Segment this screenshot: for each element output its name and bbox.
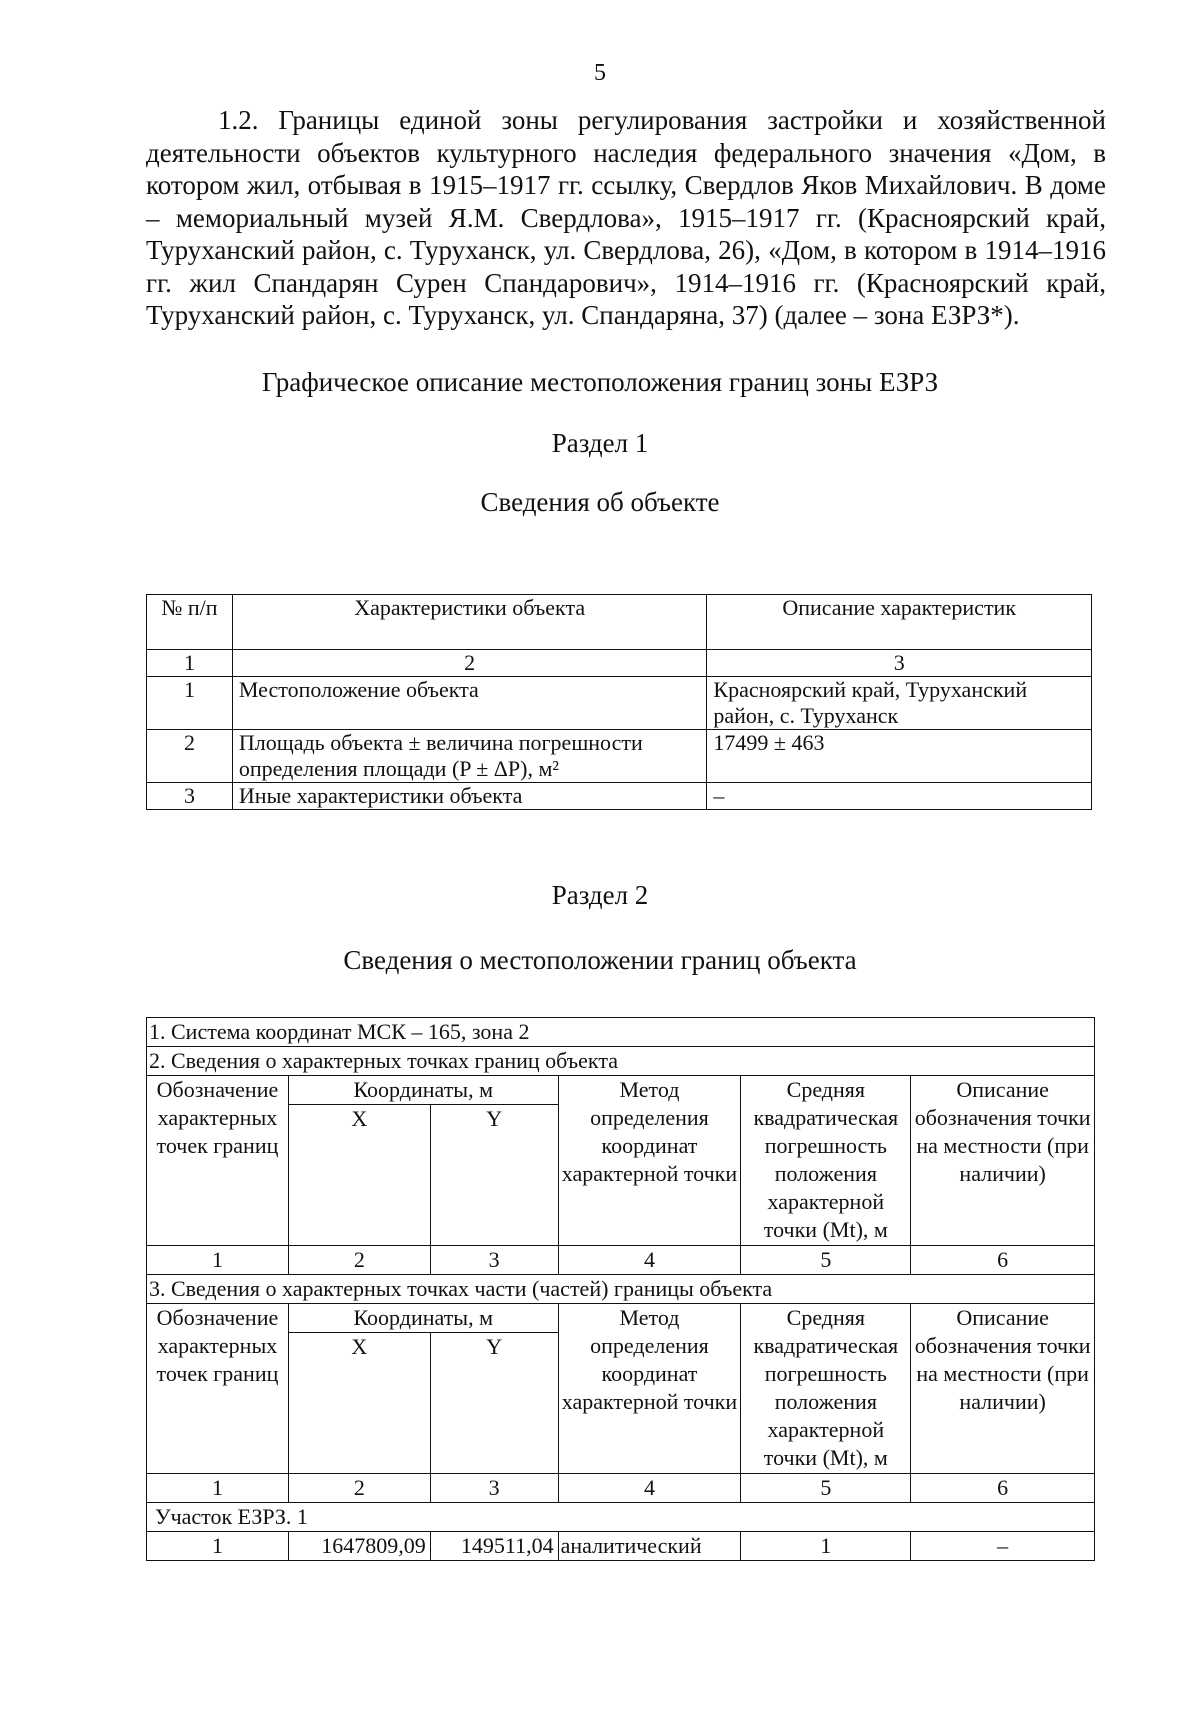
table-column-numbers-row — [147, 1474, 1095, 1503]
section1-subtitle: Сведения об объекте — [480, 487, 720, 517]
column-number: 1 — [147, 1474, 289, 1503]
header-x: X — [288, 1105, 430, 1246]
graphic-description-heading: Графическое описание местоположения границ зоны ЕЗРЗ — [261, 367, 939, 397]
header-error: Средняя квадратическая погрешность положения характерной точки (Mt), м — [741, 1076, 911, 1246]
area-label-row — [147, 1503, 1095, 1532]
table-row — [147, 677, 1092, 730]
column-number: 4 — [558, 1246, 741, 1275]
row-characteristic: Местоположение объекта — [232, 677, 706, 730]
section2-subtitle: Сведения о местоположении границ объекта — [343, 945, 857, 975]
cell-y: 149511,04 — [430, 1532, 558, 1561]
header-x: X — [288, 1333, 430, 1474]
table-row — [147, 783, 1092, 810]
table-column-numbers-row — [147, 1246, 1095, 1275]
header-method: Метод определения координат характерной точки — [558, 1076, 741, 1246]
area-label: Участок ЕЗРЗ. 1 — [147, 1503, 1095, 1532]
coordinate-system-label: 1. Система координат МСК – 165, зона 2 — [147, 1018, 1095, 1047]
column-number: 6 — [911, 1474, 1095, 1503]
header-point-designation: Обозначение характерных точек границ — [147, 1076, 289, 1246]
table-column-numbers-row — [147, 650, 1092, 677]
row-number: 3 — [147, 783, 233, 810]
table-header-row — [147, 595, 1092, 650]
column-number: 5 — [741, 1474, 911, 1503]
row-description: – — [707, 783, 1092, 810]
cell-point: 1 — [147, 1532, 289, 1561]
header-number: № п/п — [147, 595, 233, 650]
cell-x: 1647809,09 — [288, 1532, 430, 1561]
column-number: 1 — [147, 1246, 289, 1275]
section2-title: Раздел 2 — [551, 880, 649, 910]
section1-title: Раздел 1 — [551, 428, 649, 458]
column-number: 4 — [558, 1474, 741, 1503]
intro-paragraph: 1.2. Границы единой зоны регулирования застройки и хозяйственной деятельности объектов культурного наследия федерального значения «Дом, в котором жил, отбывая в 1915–1917 гг. ссылку, Свердлов Яков Михайлович. В доме – мемориальный музей Я.М. Свердлова», 1915–1917 гг. (Красноярский край, Туруханский район, с. Туруханск, ул. Свердлова, 26), «Дом, в котором в 1914–1916 гг. жил Спандарян Сурен Спандарович», 1914–1916 гг. (Красноярский край, Туруханский район, с. Туруханск, ул. Спандаряна, 37) (далее – зона ЕЗРЗ*). — [146, 105, 1106, 330]
object-info-table — [146, 594, 1092, 810]
header-description: Описание характеристик — [707, 595, 1092, 650]
header-y: Y — [430, 1333, 558, 1474]
table-row — [147, 730, 1092, 783]
header-y: Y — [430, 1105, 558, 1246]
table-header-row — [147, 1076, 1095, 1105]
column-number: 3 — [430, 1474, 558, 1503]
row-characteristic: Площадь объекта ± величина погрешности определения площади (P ± ΔP), м² — [232, 730, 706, 783]
cell-method: аналитический — [558, 1532, 741, 1561]
row-characteristic: Иные характеристики объекта — [232, 783, 706, 810]
part-points-section-row — [147, 1275, 1095, 1304]
header-coordinates: Координаты, м — [288, 1076, 558, 1105]
part-points-section-label: 3. Сведения о характерных точках части (частей) границы объекта — [147, 1275, 1095, 1304]
boundary-points-section-label: 2. Сведения о характерных точках границ объекта — [147, 1047, 1095, 1076]
header-characteristic: Характеристики объекта — [232, 595, 706, 650]
coordinate-system-row — [147, 1018, 1095, 1047]
page-number: 5 — [594, 60, 606, 86]
column-number: 1 — [147, 650, 233, 677]
header-coordinates: Координаты, м — [288, 1304, 558, 1333]
column-number: 3 — [430, 1246, 558, 1275]
row-description: Красноярский край, Туруханский район, с. Туруханск — [707, 677, 1092, 730]
column-number: 6 — [911, 1246, 1095, 1275]
cell-error: 1 — [741, 1532, 911, 1561]
cell-description: – — [911, 1532, 1095, 1561]
row-number: 2 — [147, 730, 233, 783]
table-row — [147, 1532, 1095, 1561]
row-number: 1 — [147, 677, 233, 730]
column-number: 2 — [288, 1246, 430, 1275]
row-description: 17499 ± 463 — [707, 730, 1092, 783]
column-number: 2 — [288, 1474, 430, 1503]
boundary-points-section-row — [147, 1047, 1095, 1076]
column-number: 2 — [232, 650, 706, 677]
column-number: 5 — [741, 1246, 911, 1275]
boundary-points-table — [146, 1017, 1095, 1561]
header-point-description: Описание обозначения точки на местности (при наличии) — [911, 1076, 1095, 1246]
header-error: Средняя квадратическая погрешность положения характерной точки (Mt), м — [741, 1304, 911, 1474]
header-method: Метод определения координат характерной точки — [558, 1304, 741, 1474]
header-point-description: Описание обозначения точки на местности (при наличии) — [911, 1304, 1095, 1474]
table-header-row — [147, 1304, 1095, 1333]
header-point-designation: Обозначение характерных точек границ — [147, 1304, 289, 1474]
column-number: 3 — [707, 650, 1092, 677]
